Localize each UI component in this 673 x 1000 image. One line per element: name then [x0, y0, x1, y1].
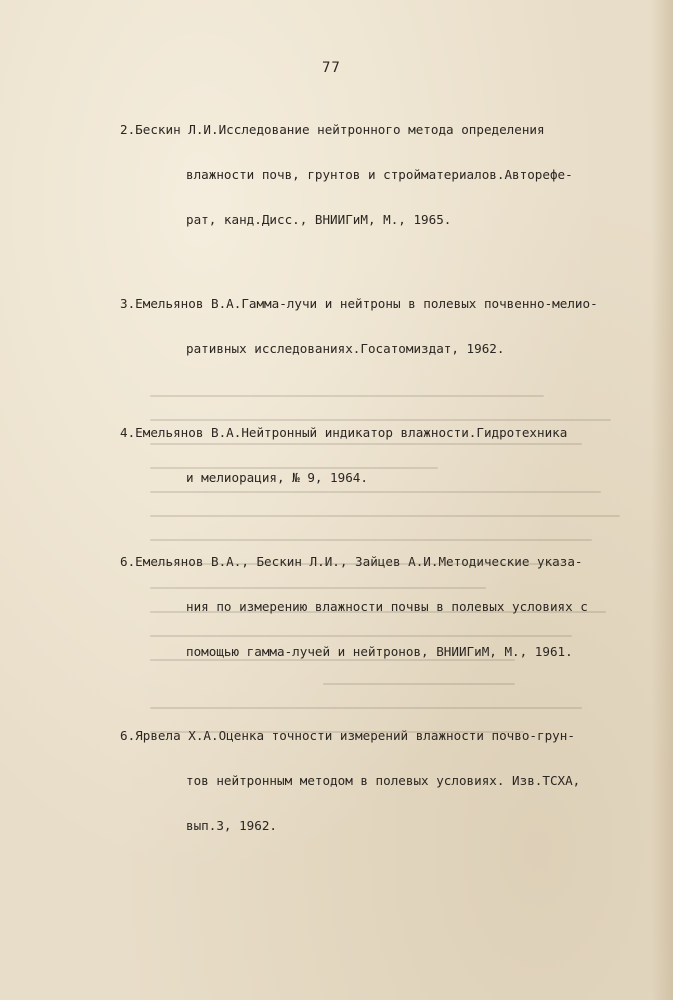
reference-line: рат, канд.Дисс., ВНИИГиМ, М., 1965.	[186, 212, 452, 227]
bleed-through-texture	[150, 395, 630, 875]
reference-line: 2.Бескин Л.И.Исследование нейтронного метода определения	[120, 122, 545, 137]
reference-line: ния по измерению влажности почвы в полевых условиях с	[186, 599, 588, 614]
reference-line: влажности почв, грунтов и стройматериалов.Авторефе-	[186, 167, 573, 182]
reference-line: 4.Емельянов В.А.Нейтронный индикатор влажности.Гидротехника	[120, 425, 568, 440]
reference-line: помощью гамма-лучей и нейтронов, ВНИИГиМ, М., 1961.	[186, 644, 573, 659]
reference-item	[120, 92, 672, 257]
reference-item	[120, 266, 672, 386]
reference-line: 6.Ярвела Х.А.Оценка точности измерений влажности почво-грун-	[120, 728, 575, 743]
reference-line: вып.3, 1962.	[186, 818, 277, 833]
page-number: 77	[322, 60, 341, 76]
reference-line: 6.Емельянов В.А., Бескин Л.И., Зайцев А.И.Методические указа-	[120, 554, 583, 569]
reference-line: 3.Емельянов В.А.Гамма-лучи и нейтроны в полевых почвенно-мелио-	[120, 296, 598, 311]
reference-line: тов нейтронным методом в полевых условиях. Изв.ТСХА,	[186, 773, 581, 788]
reference-line: и мелиорация, № 9, 1964.	[186, 470, 368, 485]
reference-line: ративных исследованиях.Госатомиздат, 1962.	[186, 341, 505, 356]
